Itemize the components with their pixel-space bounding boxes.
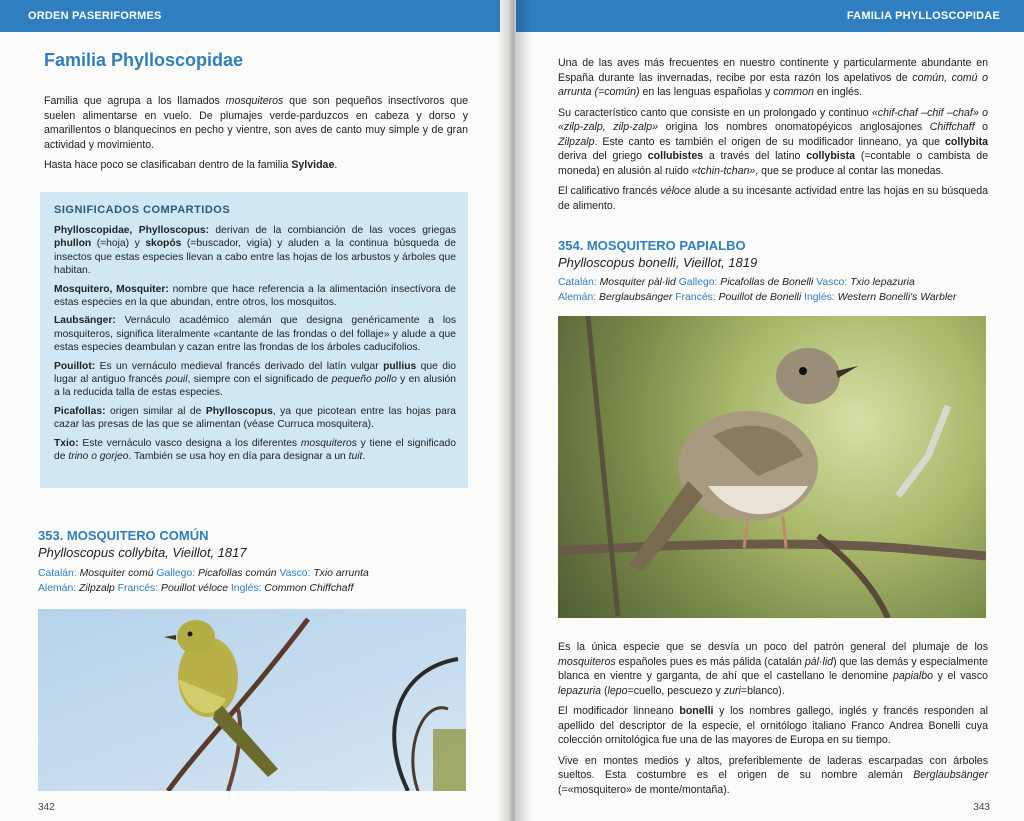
species-354-vernacular-names: Catalán: Mosquiter pàl·lid Gallego: Picafollas de Bonelli Vasco: Txio lepazuria Alemán: Berglaubsänger Francés: Pouillot de Bonelli Inglés: Western Bonelli's Warbler xyxy=(558,277,957,303)
meaning-entry: Laubsänger: Vernáculo académico alemán que designa genéricamente a los mosquiteros, significa literalmente «cantante de las frondas o del follaje» y alude a que estas especies deambulan y cazan entre las frondas de los árboles caducifolios. xyxy=(54,315,456,354)
left-page-number: 342 xyxy=(38,802,55,813)
species-354-heading: 354. MOSQUITERO PAPIALBO xyxy=(558,238,746,253)
right-running-header: FAMILIA PHYLLOSCOPIDAE xyxy=(846,10,1000,22)
meaning-entry: Pouillot: Es un vernáculo medieval francés derivado del latín vulgar pullius que dio lugar al antiguo francés pouil, siempre con el significado de pequeño pollo y en alusión a la reducida talla de estas especies. xyxy=(54,360,457,399)
right-page-number: 343 xyxy=(973,802,990,813)
bonellis-warbler-photo xyxy=(558,316,986,618)
bonelli-paragraph-2: El modificador linneano bonelli y los nombres gallego, inglés y francés responden al apellido del descriptor de la especie, el ornitólogo italiano Franco Andrea Bonelli cuya colección ornitológica fue una de las mayores de Europa en su tiempo. xyxy=(558,705,988,746)
collybita-paragraph-1: Una de las aves más frecuentes en nuestro continente y particularmente abundante en España durante las invernadas, recibe por esta razón los apelativos de común, comú o arrunta (=común) en las lenguas españolas y common en inglés. xyxy=(558,57,988,98)
meaning-entry: Picafollas: origen similar al de Phylloscopus, ya que picotean entre las hojas para cazar las presas de las que se alimentan (véase Curruca mosquitera). xyxy=(54,405,457,431)
bonelli-text xyxy=(558,640,988,803)
species-353-vernacular-names: Catalán: Mosquiter comú Gallego: Picafollas común Vasco: Txio arrunta Alemán: Zilpzalp Francés: Pouillot véloce Inglés: Common Chiffchaff xyxy=(38,568,369,594)
collybita-paragraph-2: Su característico canto que consiste en un prolongado y continuo «chif-chaf –chif –chaf» o «zilp-zalp, zilp-zalp» origina los nombres onomatopéyicos anglosajones Chiffchaff o Zilpzalp. Este canto es también el origen de su modificador linneano, ya que collybita deriva del griego collubistes a través del latino collybista (=contable o cambista de moneda) en alusión al ruido «tchin-tchan», que se produce al contar las monedas. xyxy=(558,106,989,177)
left-page xyxy=(0,0,510,821)
right-page xyxy=(514,0,1024,821)
meaning-entry: Phylloscopidae, Phylloscopus: derivan de la combianción de las voces griegas phullon (=hoja) y skopós (=buscador, vigía) y aluden a la continua búsqueda de insectos que estas especies llevan a cabo entre las hojas de los arbustos y árboles que habitan. xyxy=(54,225,456,277)
left-header-band xyxy=(0,0,500,32)
intro-paragraph-2: Hasta hace poco se clasificaban dentro de la familia Sylvidae. xyxy=(44,159,338,171)
chiffchaff-illustration xyxy=(38,609,466,791)
bonelli-paragraph-1: Es la única especie que se desvía un poco del patrón general del plumaje de los mosquiteros españoles pues es más pálida (catalán pàl·lid) que las demás y especialmente blanca en vientre y garganta, de ahí que el castellano le denomine papialbo y el vasco lepazuria (lepo=cuello, pescuezo y zuri=blanco). xyxy=(558,641,989,697)
species-353-scientific-name: Phylloscopus collybita, Vieillot, 1817 xyxy=(38,545,247,560)
chiffchaff-photo xyxy=(38,609,466,791)
shared-meanings-title: SIGNIFICADOS COMPARTIDOS xyxy=(54,204,231,216)
bonellis-warbler-illustration xyxy=(558,316,986,618)
family-intro xyxy=(44,94,468,179)
collybita-text xyxy=(558,56,988,219)
meaning-entry: Txio: Este vernáculo vasco designa a los diferentes mosquiteros y tiene el significado de trino o gorjeo. También se usa hoy en día para designar a un tuit. xyxy=(54,437,457,463)
species-353-heading: 353. MOSQUITERO COMÚN xyxy=(38,528,209,543)
shared-meanings-box xyxy=(40,192,468,488)
meaning-entry: Mosquitero, Mosquiter: nombre que hace referencia a la alimentación insectívora de estas especies en la que abundan, entre otros, los mosquitos. xyxy=(54,283,456,309)
collybita-paragraph-3: El calificativo francés véloce alude a su incesante actividad entre las hojas en su búsqueda de alimento. xyxy=(558,185,988,212)
left-running-header: ORDEN PASERIFORMES xyxy=(28,10,162,22)
species-354-scientific-name: Phylloscopus bonelli, Vieillot, 1819 xyxy=(558,255,758,270)
right-header-band xyxy=(516,0,1024,32)
shared-meanings-entries xyxy=(54,224,456,469)
bonelli-paragraph-3: Vive en montes medios y altos, preferiblemente de laderas escarpadas con árboles sueltos. Esta costumbre es el origen de su nombre alemán Berglaubsänger (=«mosquitero» de monte/montaña). xyxy=(558,754,988,796)
family-title: Familia Phylloscopidae xyxy=(44,50,244,70)
intro-paragraph-1: Familia que agrupa a los llamados mosquiteros que son pequeños insectívoros que suelen alimentarse en vuelo. De plumajes verde-parduzcos en cabeza y dorso y amarillentos o blanquecinos en pecho y vientre, son aves de canto muy simple y de gran actividad y movimiento. xyxy=(44,95,468,151)
